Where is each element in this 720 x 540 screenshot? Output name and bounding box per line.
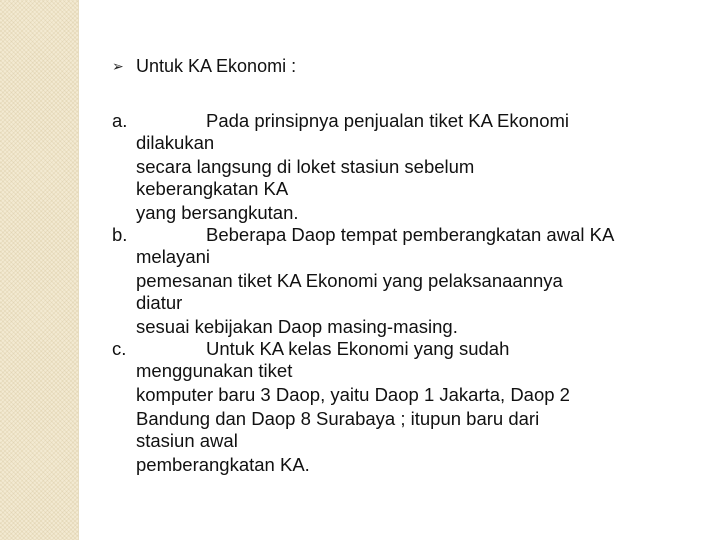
- item-line: Untuk KA kelas Ekonomi yang sudah: [206, 338, 510, 359]
- list-item-c: [112, 338, 702, 476]
- section-heading: [112, 56, 296, 77]
- heading-title: Untuk KA Ekonomi :: [136, 56, 297, 76]
- item-line: Bandung dan Daop 8 Surabaya ; itupun baru dari: [136, 408, 540, 429]
- item-line: pemesanan tiket KA Ekonomi yang pelaksanaannya: [136, 270, 563, 291]
- item-line: keberangkatan KA: [136, 178, 289, 199]
- list-item-a: [112, 110, 702, 224]
- item-line: secara langsung di loket stasiun sebelum: [136, 156, 475, 177]
- item-line: diatur: [136, 292, 183, 313]
- item-line: Beberapa Daop tempat pemberangkatan awal KA: [206, 224, 615, 245]
- item-list: [112, 110, 702, 476]
- list-item-b: [112, 224, 702, 338]
- item-line: melayani: [136, 246, 211, 267]
- item-marker: a.: [112, 110, 128, 131]
- item-line: komputer baru 3 Daop, yaitu Daop 1 Jakarta, Daop 2: [136, 384, 570, 405]
- item-marker: b.: [112, 224, 128, 245]
- side-divider: [78, 0, 79, 540]
- item-line: pemberangkatan KA.: [136, 454, 310, 475]
- decorative-side-strip: [0, 0, 78, 540]
- arrow-bullet-icon: ➢: [112, 58, 124, 74]
- item-line: stasiun awal: [136, 430, 238, 451]
- item-line: menggunakan tiket: [136, 360, 293, 381]
- item-line: dilakukan: [136, 132, 215, 153]
- item-line: sesuai kebijakan Daop masing-masing.: [136, 316, 458, 337]
- item-line: yang bersangkutan.: [136, 202, 299, 223]
- item-marker: c.: [112, 338, 127, 359]
- item-line: Pada prinsipnya penjualan tiket KA Ekonomi: [206, 110, 570, 131]
